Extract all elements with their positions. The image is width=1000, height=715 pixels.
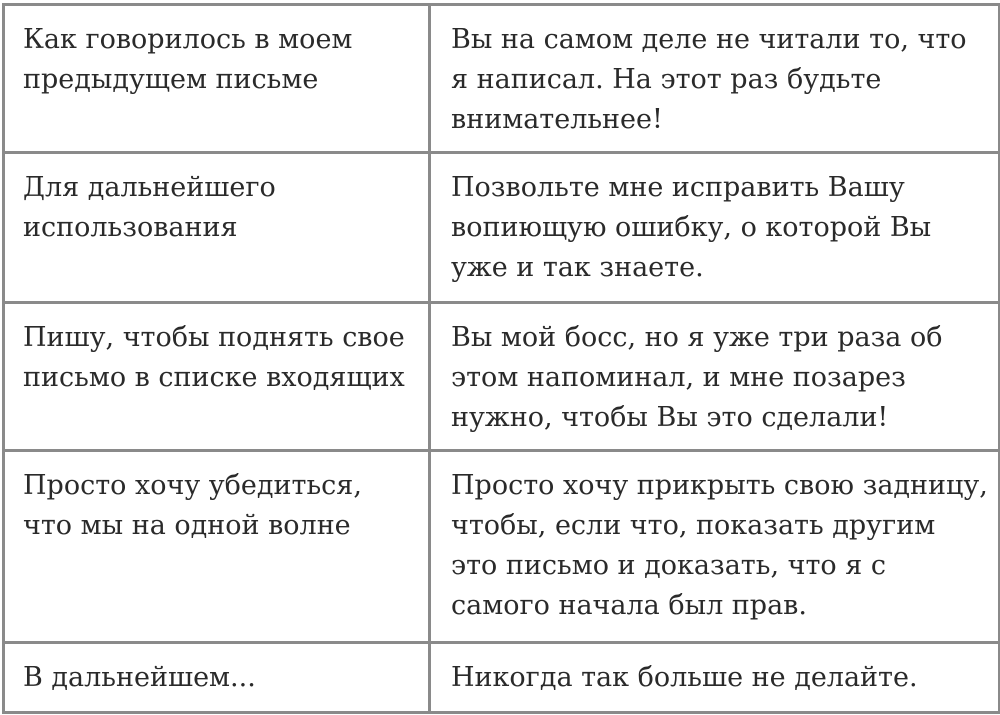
phrase-text: Для дальнейшего использования <box>23 172 276 243</box>
meaning-cell <box>430 153 1000 303</box>
meaning-text: Позвольте мне исправить Вашу вопиющую ошибку, о которой Вы уже и так знаете. <box>451 172 932 283</box>
meaning-cell <box>430 5 1000 153</box>
phrase-translation-table <box>2 3 1000 714</box>
meaning-text: Вы мой босс, но я уже три раза об этом напоминал, и мне позарез нужно, чтобы Вы это сделали! <box>451 322 943 433</box>
phrase-cell <box>4 5 430 153</box>
table-row <box>4 451 1000 643</box>
phrase-cell <box>4 153 430 303</box>
table-row <box>4 643 1000 713</box>
meaning-cell <box>430 303 1000 451</box>
table-row <box>4 5 1000 153</box>
meaning-cell <box>430 643 1000 713</box>
table-row <box>4 303 1000 451</box>
meaning-cell <box>430 451 1000 643</box>
phrase-cell <box>4 643 430 713</box>
table-row <box>4 153 1000 303</box>
meaning-text: Вы на самом деле не читали то, что я написал. На этот раз будьте внимательнее! <box>451 24 967 135</box>
meaning-text: Никогда так больше не делайте. <box>451 662 918 693</box>
phrase-cell <box>4 303 430 451</box>
phrase-text: Просто хочу убедиться, что мы на одной волне <box>23 470 362 541</box>
phrase-text: Пишу, чтобы поднять свое письмо в списке входящих <box>23 322 405 393</box>
phrase-cell <box>4 451 430 643</box>
phrase-text: Как говорилось в моем предыдущем письме <box>23 24 353 95</box>
meaning-text: Просто хочу прикрыть свою задницу, чтобы, если что, показать другим это письмо и доказать, что я с самого начала был прав. <box>451 470 988 621</box>
phrase-text: В дальнейшем... <box>23 662 256 693</box>
